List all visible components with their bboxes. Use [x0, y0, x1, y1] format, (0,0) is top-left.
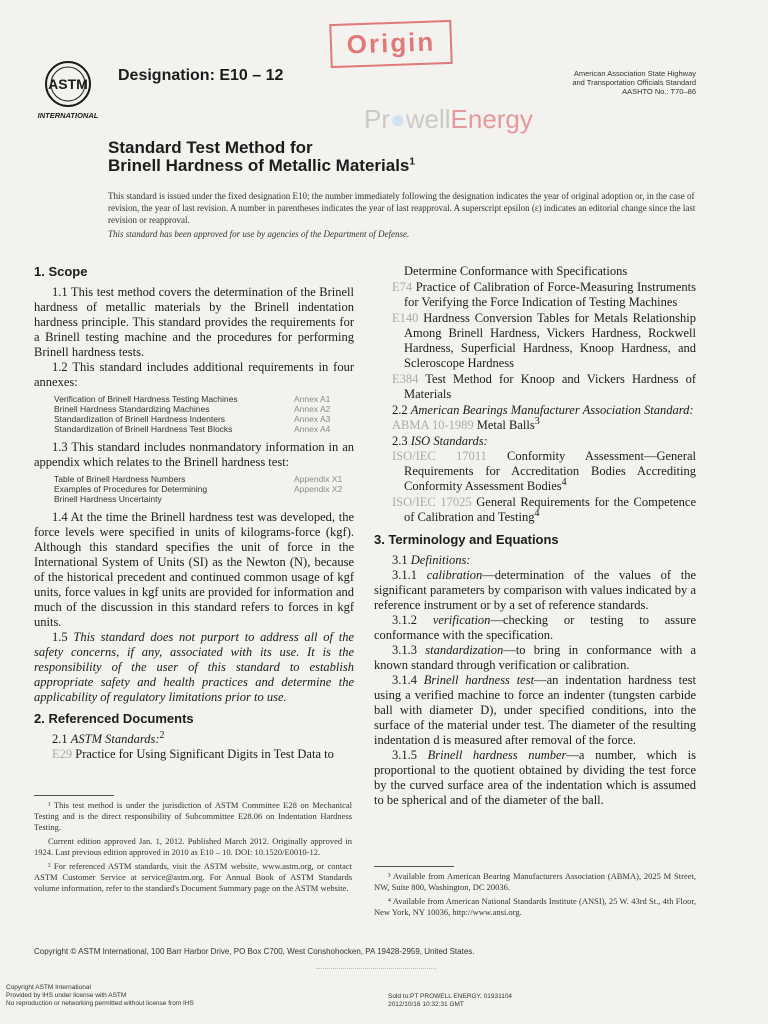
sold-to-notice — [388, 993, 512, 1009]
aashto-line-1: American Association State Highway — [573, 69, 696, 78]
section-1-2: 1.2 This standard includes additional requirements in four annexes: — [34, 360, 354, 389]
section-number: 3.1.5 — [392, 748, 417, 762]
section-number: 3.1.2 — [392, 613, 417, 627]
ref-title: Test Method for Knoop and Vickers Hardness of Materials — [404, 372, 697, 401]
designation: Designation: E10 – 12 — [118, 67, 284, 84]
definition-text: —determination of the values of the significant parameters by comparison with values indicated by a reference instrument or by a set of reference standards. — [374, 568, 696, 612]
annex-ref: Annex A4 — [294, 424, 331, 434]
footnote-1-edition: Current edition approved Jan. 1, 2012. Published March 2012. Originally approved in 1924. Last previous edition approved in 2010 as E10 – 10. DOI: 10.1520/E0010-12. — [34, 836, 352, 857]
referenced-documents-heading: 2. Referenced Documents — [34, 711, 194, 726]
footnote-2: ² For referenced ASTM standards, visit the ASTM website, www.astm.org, or contact ASTM Customer Service at service@astm.org. For Annual Book of ASTM Standards volume information, refer to the standard's Document Summary page on the ASTM website. — [34, 861, 352, 893]
intro-notes — [108, 190, 708, 242]
ref-code[interactable]: E74 — [392, 280, 413, 294]
title-main: Brinell Hardness of Metallic Materials — [108, 156, 410, 175]
intro-paragraph: This standard is issued under the fixed designation E10; the number immediately following the designation indicates the year of original adoption or, in the case of revision, the year of last revision. A number in parentheses indicates the year of last reapproval. A superscript epsilon (ε) indicates an editorial change since the last revision or reapproval. — [108, 191, 696, 225]
license-line-1: Copyright ASTM International — [6, 984, 91, 991]
annex-ref: Annex A3 — [294, 414, 331, 424]
sold-date-line: 2012/10/16 10:32:31 GMT — [388, 1001, 464, 1008]
section-number: 1.5 — [52, 630, 68, 644]
logo-text-top: ASTM — [48, 76, 88, 92]
section-3-1-1 — [374, 568, 696, 613]
footnotes-left — [34, 795, 352, 897]
ref-code[interactable]: ISO/IEC 17011 — [392, 449, 487, 463]
defined-term: Brinell hardness test — [423, 673, 535, 687]
footnote-mark: 2 — [159, 729, 165, 741]
ref-iso-17025 — [374, 495, 696, 525]
defined-term: standardization — [425, 643, 504, 657]
annex-list — [54, 394, 354, 434]
annex-name: Standardization of Brinell Hardness Indenters — [54, 414, 226, 424]
footnote-1: ¹ This test method is under the jurisdiction of ASTM Committee E28 on Mechanical Testing and is the direct responsibility of Subcommittee E28.06 on Indentation Hardness Testing. — [34, 800, 352, 832]
watermark-part3: Energy — [450, 104, 533, 134]
watermark-part1: Pr — [364, 104, 390, 134]
ref-e74 — [374, 280, 696, 310]
appendix-row — [54, 484, 344, 494]
ref-iso-17011 — [374, 449, 696, 494]
watermark-part2: well — [405, 104, 451, 134]
ref-abma — [374, 415, 696, 433]
annex-row — [54, 414, 344, 424]
annex-name: Verification of Brinell Hardness Testing Machines — [54, 394, 238, 404]
ref-code[interactable]: ABMA 10-1989 — [392, 418, 474, 432]
annex-row — [54, 394, 344, 404]
license-notice — [6, 984, 194, 1008]
license-line-2: Provided by IHS under license with ASTM — [6, 992, 127, 999]
annex-row — [54, 424, 344, 434]
ref-e140 — [374, 311, 696, 371]
title-footnote-mark: 1 — [409, 156, 415, 168]
ref-code[interactable]: E384 — [392, 372, 419, 386]
safety-statement: This standard does not purport to address all of the safety concerns, if any, associated with its use. It is the responsibility of the user of this standard to establish appropriate safety and health practices and determine the applicability of regulatory limitations prior to use. — [34, 630, 354, 704]
section-3-1-5 — [374, 748, 696, 808]
section-number: 2.2 — [392, 403, 408, 417]
footnote-divider — [34, 795, 114, 796]
defined-term: verification — [432, 613, 491, 627]
definition-text: —an indentation hardness test using a verified machine to force an indenter (tungsten carbide ball with diameter D), under specified conditions, into the surface of the material under test. The diameter of the resulting indentation d is measured after removal of the force. — [374, 673, 696, 747]
section-number: 3.1.1 — [392, 568, 417, 582]
ref-title: General Requirements for the Competence of Calibration and Testing — [404, 495, 697, 524]
annex-ref: Annex A2 — [294, 404, 331, 414]
ref-code[interactable]: E140 — [392, 311, 419, 325]
origin-stamp: Origin — [329, 20, 452, 68]
appendix-row — [54, 474, 344, 484]
section-3-1 — [374, 553, 696, 568]
ref-code[interactable]: ISO/IEC 17025 — [392, 495, 472, 509]
section-number: 3.1.4 — [392, 673, 417, 687]
appendix-name: Examples of Procedures for Determining — [54, 484, 208, 494]
footnote-mark: 3 — [534, 415, 540, 427]
section-2-1 — [34, 729, 354, 747]
ref-e29-continued: Determine Conformance with Specifications — [404, 264, 628, 278]
section-number: 3.1 — [392, 553, 408, 567]
footnote-divider — [374, 866, 454, 867]
footnote-mark: 4 — [534, 507, 540, 519]
appendix-name: Table of Brinell Hardness Numbers — [54, 474, 186, 484]
footnote-mark: 4 — [561, 476, 567, 488]
appendix-ref: Appendix X2 — [294, 484, 343, 494]
ref-e384 — [374, 372, 696, 402]
license-line-3: No reproduction or networking permitted without license from IHS — [6, 1000, 194, 1007]
ref-title: Metal Balls — [476, 418, 535, 432]
ref-title: Conformity Assessment—General Requirements for Accreditation Bodies Accrediting Conformity Assessment Bodies — [404, 449, 696, 493]
sold-to-line: Sold to:PT PROWELL ENERGY, 01931104 — [388, 993, 513, 1000]
ref-title: Practice for Using Significant Digits in Test Data to — [75, 747, 334, 761]
footnote-3: ³ Available from American Bearing Manufacturers Association (ABMA), 2025 M Street, NW, Suite 800, Washington, DC 20036. — [374, 871, 696, 892]
section-number: 2.3 — [392, 434, 408, 448]
scope-heading: 1. Scope — [34, 264, 88, 279]
aashto-line-2: and Transportation Officials Standard — [572, 78, 696, 87]
ref-e29 — [34, 747, 354, 762]
section-3-1-3 — [374, 643, 696, 673]
astm-logo-icon — [34, 58, 104, 122]
annex-name: Standardization of Brinell Hardness Test Blocks — [54, 424, 233, 434]
section-number: 3.1.3 — [392, 643, 417, 657]
footnotes-right — [374, 866, 696, 921]
definition-text: —checking or testing to assure conformance with the specification. — [374, 613, 696, 642]
ref-title: Practice of Calibration of Force-Measuring Instruments for Verifying the Force Indication of Testing Machines — [404, 280, 697, 309]
divider — [316, 968, 436, 969]
appendix-name: Brinell Hardness Uncertainty — [54, 494, 162, 504]
aashto-note — [496, 69, 696, 96]
section-1-5 — [34, 630, 354, 705]
definitions-label: Definitions: — [410, 553, 471, 567]
appendix-list — [54, 474, 354, 504]
section-1-3: 1.3 This standard includes nonmandatory information in an appendix which relates to the Brinell hardness test: — [34, 440, 354, 469]
annex-ref: Annex A1 — [294, 394, 331, 404]
annex-name: Brinell Hardness Standardizing Machines — [54, 404, 210, 414]
aashto-line-3: AASHTO No.: T70–86 — [622, 87, 696, 96]
right-column — [374, 264, 696, 808]
left-column — [34, 264, 354, 762]
section-1-4: 1.4 At the time the Brinell hardness test was developed, the force levels were specified in units of kilograms-force (kgf). Although this standard specifies the unit of force in the International System of Units (SI) as the Newton (N), because of the historical precedent and continued common usage of kgf units, force values in kgf units are provided for information and much of the discussion in this standard refers to forces in kgf units. — [34, 510, 354, 629]
abma-standard-label: American Bearings Manufacturer Association Standard: — [410, 403, 694, 417]
section-1-1: 1.1 This test method covers the determination of the Brinell hardness of metallic materials by the Brinell indentation hardness principle. This standard provides the requirements for a Brinell testing machine and the procedures for performing Brinell hardness tests. — [34, 285, 354, 359]
iso-standards-label: ISO Standards: — [410, 434, 488, 448]
ref-code[interactable]: E29 — [52, 747, 73, 761]
appendix-ref — [294, 494, 344, 504]
copyright-line: Copyright © ASTM International, 100 Barr Harbor Drive, PO Box C700, West Conshohocken, PA 19428-2959, United States. — [34, 947, 475, 956]
footnote-4: ⁴ Available from American National Standards Institute (ANSI), 25 W. 43rd St., 4th Floor, New York, NY 10036, http://www.ansi.org. — [374, 896, 696, 917]
section-3-1-2 — [374, 613, 696, 643]
title-line-2 — [108, 156, 415, 176]
intro-dod-note: This standard has been approved for use by agencies of the Department of Defense. — [108, 229, 410, 239]
watermark-o-icon: ● — [390, 104, 406, 134]
astm-standards-label: ASTM Standards: — [70, 732, 160, 746]
defined-term: calibration — [426, 568, 483, 582]
defined-term: Brinell hardness number — [427, 748, 567, 762]
annex-row — [54, 404, 344, 414]
section-number: 2.1 — [52, 732, 68, 746]
title-line-1: Standard Test Method for — [108, 138, 313, 157]
terminology-heading: 3. Terminology and Equations — [374, 532, 559, 547]
ref-title: Hardness Conversion Tables for Metals Relationship Among Brinell Hardness, Vickers Hardness, Rockwell Hardness, Superficial Hardness, Knoop Hardness, and Scleroscope Hardness — [404, 311, 696, 370]
prowell-energy-watermark — [364, 104, 533, 135]
section-3-1-4 — [374, 673, 696, 748]
section-2-3 — [374, 434, 696, 449]
logo-text-bottom: INTERNATIONAL — [37, 111, 99, 120]
appendix-row — [54, 494, 344, 504]
definition-text: —a number, which is proportional to the quotient obtained by dividing the test force by the curved surface area of the indentation which is assumed to be spherical and of the diameter of the ball. — [374, 748, 696, 807]
appendix-ref: Appendix X1 — [294, 474, 343, 484]
definition-text: —to bring in conformance with a known standard through verification or calibration. — [374, 643, 697, 672]
